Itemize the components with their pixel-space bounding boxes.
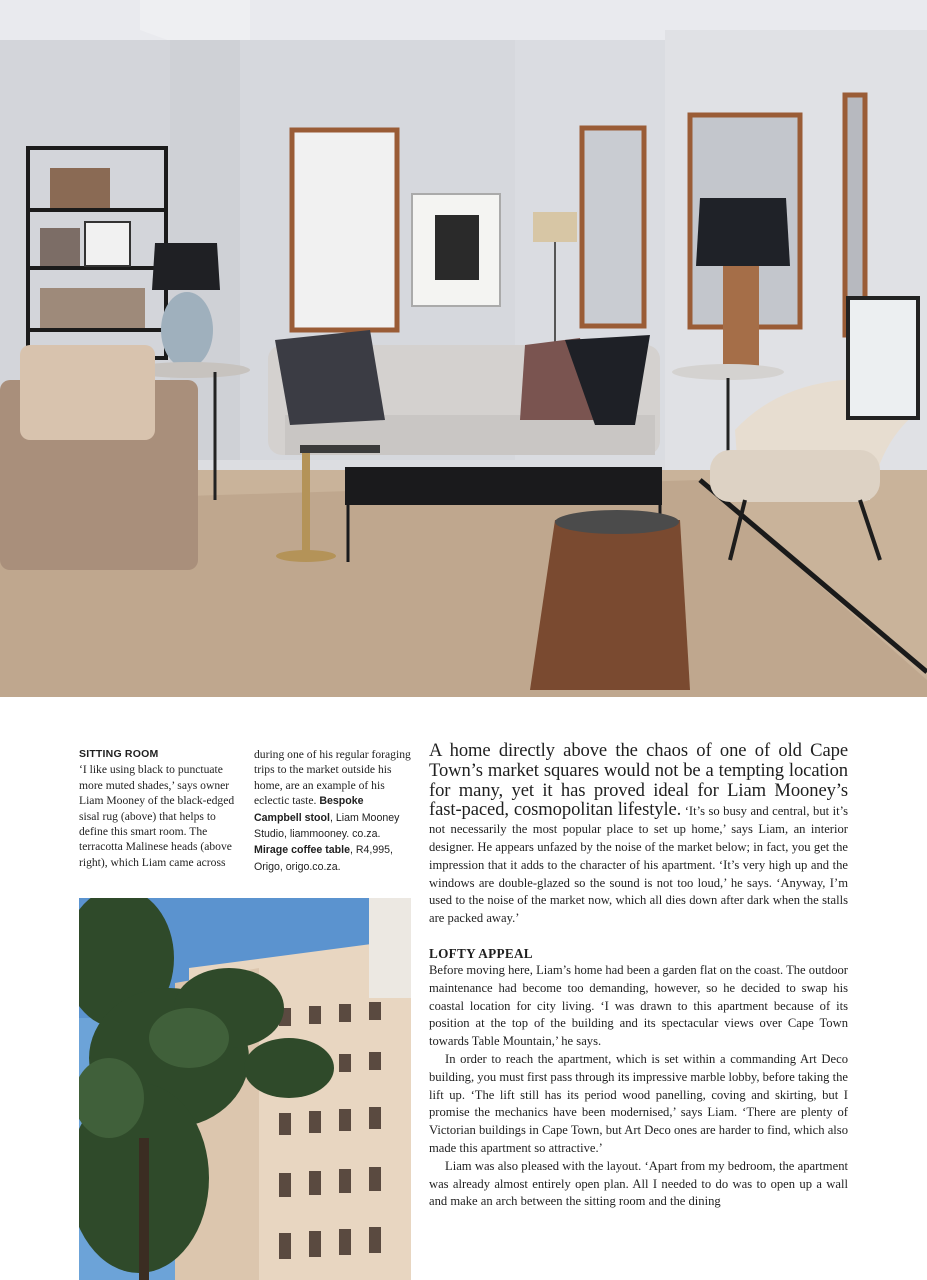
caption-text-1: ‘I like using black to punctuate more muted shades,’ says owner Liam Mooney of the black-edged sisal rug (above) that helps to define this smart room. The terracotta Malinese heads (above right), which Liam came across — [79, 763, 235, 869]
caption-column-1 — [79, 747, 239, 870]
credit-table-name: Mirage coffee table — [254, 844, 350, 857]
article-lead — [429, 742, 848, 928]
caption-text-2: during one of his regular foraging trips to the market outside his home, are an example of his eclectic taste. — [254, 748, 411, 808]
article-body — [429, 742, 848, 1211]
credit-stool-name: Bespoke Campbell stool — [254, 795, 364, 824]
lead-large-text: A home directly above the chaos of one of old Cape Town’s market squares would not be a tempting location for many, yet it has proved ideal for Liam Mooney’s fast-paced, cosmopolitan lifestyle. — [429, 740, 848, 821]
lead-rest-text: ‘It’s so busy and central, but it’s not necessarily the most popular place to set up home,’ says Liam, an interior designer. He appears unfazed by the noise of the market below; in fact, you get the impression that it adds to the character of his apartment. ‘It’s very high up and the windows are double-glazed so the sound is not too loud,’ he says. ‘Anyway, I’m used to the noise of the market now, which all dies down after dark when the stalls are packed away.’ — [429, 804, 848, 926]
credit-stool-details: , Liam Mooney Studio, liammooney. co.za. — [254, 811, 400, 841]
article-paragraph-1: Before moving here, Liam’s home had been a garden flat on the coast. The outdoor maintenance had become too demanding, however, so he decided to swap his coastal location for city living. ‘I was drawn to this apartment because of its position at the top of the building and its spectacular views over Cape Town towards Table Mountain,’ he says. — [429, 962, 848, 1049]
article-paragraph-3: Liam was also pleased with the layout. ‘Apart from my bedroom, the apartment was already almost entirely open plan. All I needed to do was to open up a wall and make an arch between the sitting room and the dining — [429, 1158, 848, 1209]
article-paragraph-2: In order to reach the apartment, which is set within a commanding Art Deco building, you must first pass through its impressive marble lobby, before taking the lift up. ‘The lift still has its period wood panelling, coving and skirting, but I promise the mechanics have been modernised,’ says Liam. ‘There are plenty of Victorian buildings in Cape Town, but Art Deco ones are harder to find, which also made this apartment so attractive.’ — [429, 1051, 848, 1155]
caption-column-2 — [254, 747, 414, 875]
credit-table-details: , R4,995, Origo, origo.co.za. — [254, 844, 393, 873]
art-deco-building-photo — [79, 898, 411, 1280]
article-subheading: LOFTY APPEAL — [429, 945, 533, 961]
caption-heading: SITTING ROOM — [79, 748, 159, 760]
